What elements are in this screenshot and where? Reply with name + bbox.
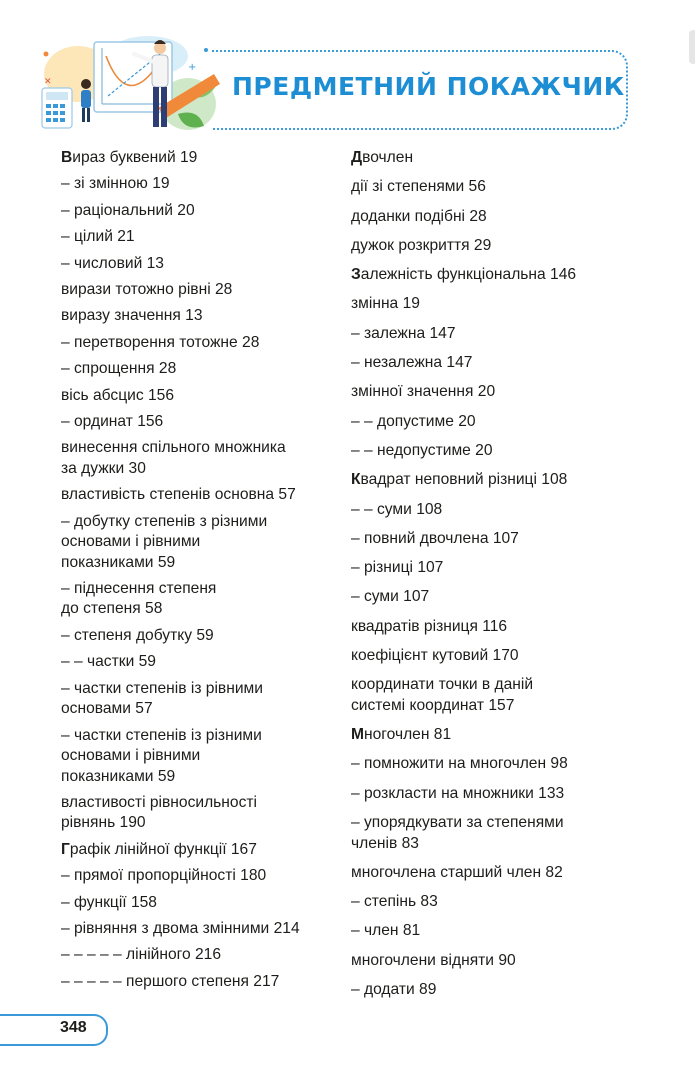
svg-text:✕: ✕ xyxy=(44,77,52,87)
entry-line: основами 57 xyxy=(61,700,153,718)
index-entry: – рівняння з двома змінними 214 xyxy=(61,919,300,937)
index-entry: – цілий 21 xyxy=(61,228,135,246)
index-entry xyxy=(351,725,641,746)
index-entry: – різниці 107 xyxy=(351,559,444,577)
page-title: ПРЕДМЕТНИЙ ПОКАЖЧИК xyxy=(232,72,625,101)
index-entry: – перетворення тотожне 28 xyxy=(61,333,260,351)
index-entry: – член 81 xyxy=(351,922,421,940)
index-entry: квадратів різниця 116 xyxy=(351,617,508,635)
index-entry: – раціональний 20 xyxy=(61,201,195,219)
index-entry: – ординат 156 xyxy=(61,412,164,430)
page-number: 348 xyxy=(60,1019,87,1036)
index-entry: – – недопустиме 20 xyxy=(351,441,493,459)
entry-line: координати точки в даній xyxy=(351,676,534,694)
page-number-frame xyxy=(0,1014,108,1046)
index-entry: – залежна 147 xyxy=(351,324,456,342)
entry-line: основами і рівними xyxy=(61,533,201,551)
entry-initial-letter: Г xyxy=(61,840,70,858)
index-entry: – прямої пропорційності 180 xyxy=(61,867,267,885)
index-entry xyxy=(351,265,641,286)
index-entry xyxy=(61,148,351,169)
index-entry: вісь абсцис 156 xyxy=(61,386,175,404)
entry-initial-letter: З xyxy=(351,266,361,284)
entry-line: системі координат 157 xyxy=(351,696,515,714)
svg-text:+: + xyxy=(188,62,197,73)
index-entry xyxy=(61,679,351,720)
entry-line: рівнянь 190 xyxy=(61,814,146,832)
entry-initial-letter: К xyxy=(351,471,361,489)
index-entry: дужок розкриття 29 xyxy=(351,236,492,254)
index-entry: – помножити на многочлен 98 xyxy=(351,755,568,773)
index-entry: – степінь 83 xyxy=(351,893,438,911)
index-entry: – суми 107 xyxy=(351,588,430,606)
index-entry: – – частки 59 xyxy=(61,653,156,671)
index-entry xyxy=(351,148,641,169)
index-entry: – – – – – лінійного 216 xyxy=(61,946,222,964)
index-entry xyxy=(61,726,351,788)
page-edge-tab xyxy=(689,30,695,64)
entry-line: – частки степенів із різними xyxy=(61,726,262,744)
index-entry: многочлени відняти 90 xyxy=(351,951,516,969)
index-entry: – числовий 13 xyxy=(61,254,164,272)
entry-line: за дужки 30 xyxy=(61,459,146,477)
index-entry: доданки подібні 28 xyxy=(351,207,487,225)
entry-initial-letter: В xyxy=(61,149,73,166)
entry-line: до степеня 58 xyxy=(61,600,163,618)
entry-line: – добутку степенів з різними xyxy=(61,512,268,530)
entry-line: – частки степенів із рівними xyxy=(61,679,263,697)
index-entry: – спрощення 28 xyxy=(61,360,177,378)
index-entry: – – допустиме 20 xyxy=(351,412,476,430)
entry-line: – упорядкувати за степенями xyxy=(351,814,564,832)
index-entry: властивість степенів основна 57 xyxy=(61,486,296,504)
teacher-with-graph-board-illustration xyxy=(38,34,220,138)
entry-text: рафік лінійної функції 167 xyxy=(69,840,257,858)
index-entry: – розкласти на множники 133 xyxy=(351,784,565,802)
entry-initial-letter: М xyxy=(351,726,364,744)
index-entry: коефіцієнт кутовий 170 xyxy=(351,647,519,665)
index-entry: виразу значення 13 xyxy=(61,307,203,325)
index-entry: вирази тотожно рівні 28 xyxy=(61,280,233,298)
index-entry xyxy=(351,470,641,491)
entry-text: ногочлен 81 xyxy=(364,726,452,744)
index-entry: – зі змінною 19 xyxy=(61,175,170,193)
entry-text: вочлен xyxy=(362,149,414,166)
index-entry: – функції 158 xyxy=(61,893,157,911)
index-entry: – – суми 108 xyxy=(351,500,443,518)
index-entry: многочлена старший член 82 xyxy=(351,863,563,881)
entry-line: – піднесення степеня xyxy=(61,579,217,597)
index-entry: – незалежна 147 xyxy=(351,354,473,372)
entry-text: алежність функціональна 146 xyxy=(360,266,577,284)
index-entry: – – – – – першого степеня 217 xyxy=(61,972,280,990)
entry-initial-letter: Д xyxy=(351,149,363,166)
entry-line: винесення спільного множника xyxy=(61,439,286,457)
index-entry xyxy=(351,675,641,716)
index-column-left xyxy=(61,148,351,998)
index-entry: – повний двочлена 107 xyxy=(351,529,519,547)
index-column-right xyxy=(351,148,641,1009)
index-entry xyxy=(61,579,351,620)
index-entry xyxy=(61,793,351,834)
index-entry: – степеня добутку 59 xyxy=(61,626,214,644)
entry-line: показниками 59 xyxy=(61,553,176,571)
entry-line: членів 83 xyxy=(351,834,419,852)
entry-line: основами і рівними xyxy=(61,747,201,765)
index-entry xyxy=(61,512,351,574)
index-entry xyxy=(61,438,351,479)
index-entry xyxy=(61,840,351,861)
index-entry: змінної значення 20 xyxy=(351,383,496,401)
entry-text: ираз буквений 19 xyxy=(72,149,198,166)
entry-line: властивості рівносильності xyxy=(61,793,257,811)
entry-text: вадрат неповний різниці 108 xyxy=(360,471,568,489)
index-entry: дії зі степенями 56 xyxy=(351,178,486,196)
index-entry xyxy=(351,813,641,854)
index-entry: – додати 89 xyxy=(351,981,437,999)
entry-line: показниками 59 xyxy=(61,767,176,785)
index-entry: змінна 19 xyxy=(351,295,420,313)
